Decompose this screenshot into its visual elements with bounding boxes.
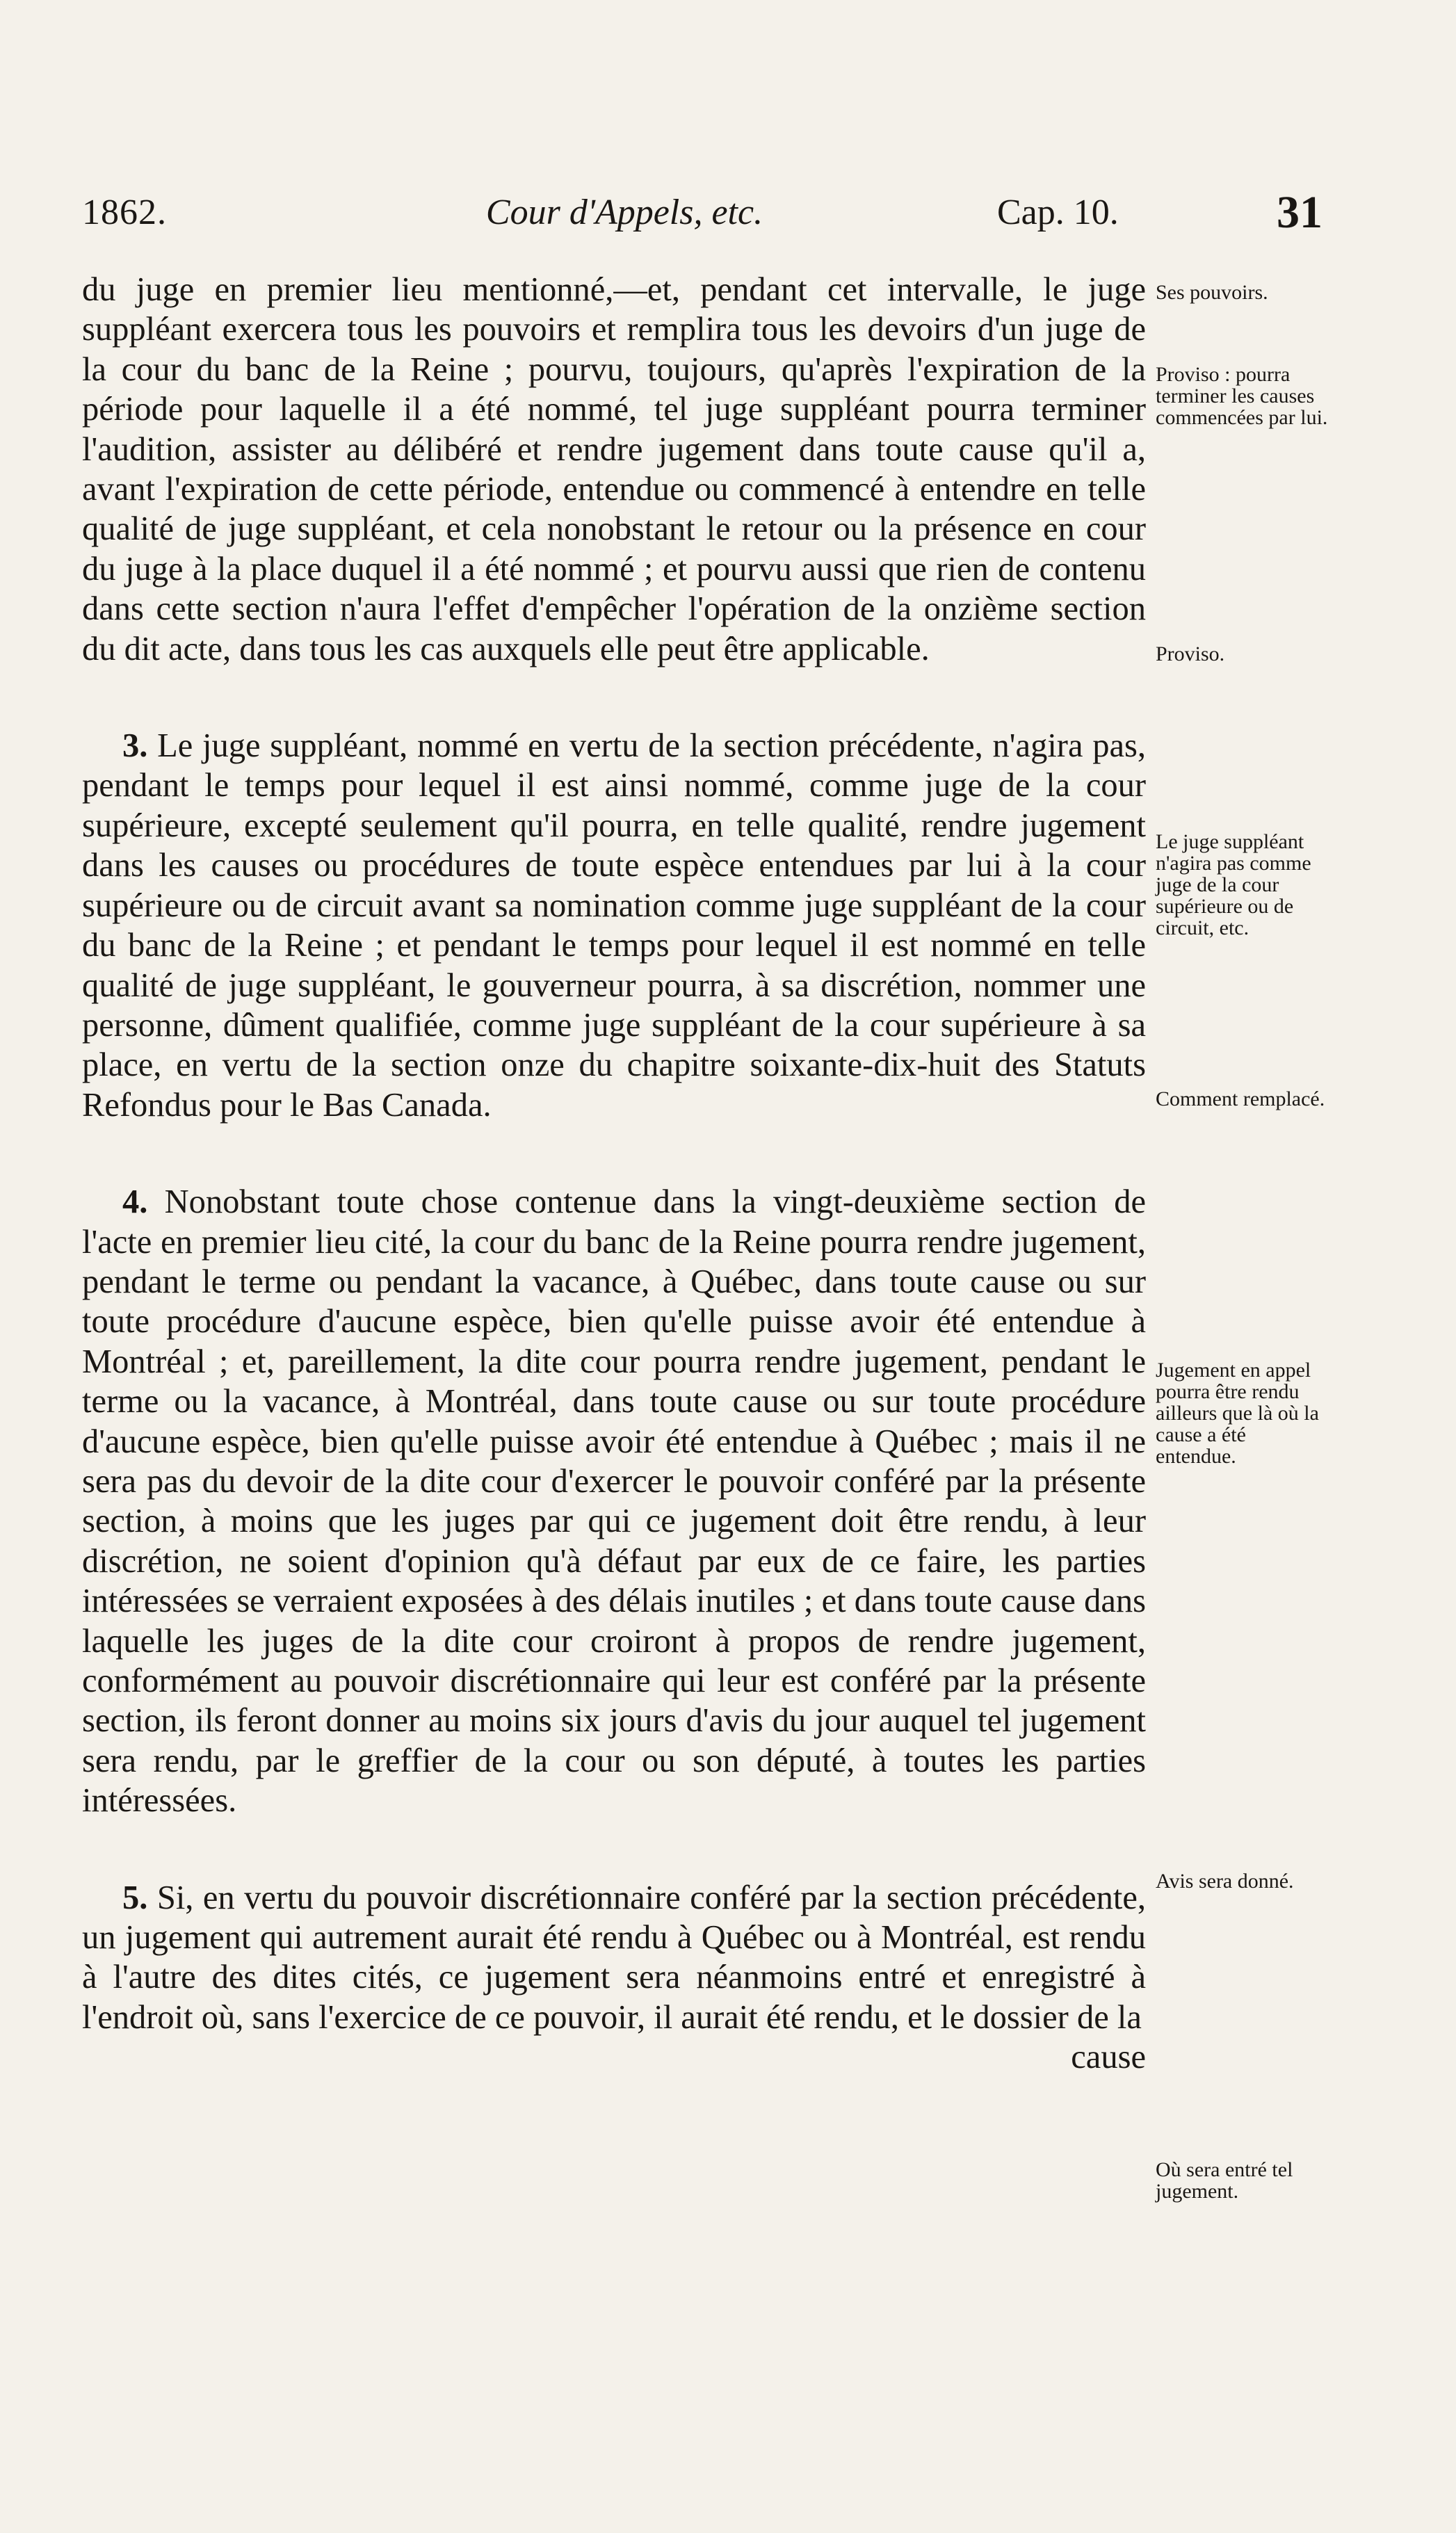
margin-note-proviso: Proviso. <box>1156 642 1225 665</box>
section-5-number: 5. <box>122 1879 148 1916</box>
margin-note-ses-pouvoirs: Ses pouvoirs. <box>1156 281 1268 304</box>
section-3 <box>82 726 1146 1125</box>
section-4-text: Nonobstant toute chose contenue dans la vingt-deuxième section de l'acte en premier lieu cité, la cour du banc de la Reine pourra rendre jugement, pendant le terme ou pendant la vacance, à Québec, dans toute cause ou sur toute procédure d'aucune espèce, bien qu'elle puisse avoir été entendue à Montréal ; et, pareillement, la dite cour pourra rendre jugement, pendant le terme ou la vacance, à Montréal, dans toute cause ou sur toute procédure d'aucune espèce, bien qu'elle puisse avoir été entendue à Québec ; mais il ne sera pas du devoir de la dite cour d'exercer le pouvoir conféré par la présente section, à moins que les juges par qui ce jugement doit être rendu, à leur discrétion, ne soient d'opinion qu'à défaut par eux de ce faire, les parties intéressées se verraient exposées à des délais inutiles ; et dans toute cause dans laquelle les juges de la dite cour croiront à propos de rendre jugement, conformément au pouvoir discrétionnaire qui leur est conféré par la présente section, ils feront donner au moins six jours d'avis du jour auquel tel jugement sera rendu, par le greffier de la cour ou son député, à toutes les parties intéressées. <box>82 1183 1146 1820</box>
margin-note-ou-sera-entre: Où sera entré tel jugement. <box>1156 2158 1293 2203</box>
header-chapter: Cap. 10. <box>997 193 1119 232</box>
section-4-number: 4. <box>122 1183 148 1221</box>
main-text-column <box>82 270 1146 2078</box>
paragraph-continued: du juge en premier lieu mentionné,—et, pendant cet intervalle, le juge suppléant exercera tous les pouvoirs et remplira tous les devoirs d'un juge de la cour du banc de la Reine ; pourvu, toujours, qu'après l'expiration de la période pour laquelle il a été nommé, tel juge suppléant pourra terminer l'audition, assister au délibéré et rendre jugement dans toute cause qu'il a, avant l'expiration de cette période, entendue ou commencé à entendre en telle qualité de juge suppléant, et cela nonobstant le retour ou la présence en cour du juge à la place duquel il a été nommé ; et pourvu aussi que rien de contenu dans cette section n'aura l'effet d'empêcher l'opération de la onzième section du dit acte, dans tous les cas auxquels elle peut être applicable. <box>82 271 1146 667</box>
margin-note-comment-remplace: Comment remplacé. <box>1156 1087 1325 1110</box>
header-year: 1862. <box>82 193 167 232</box>
margin-note-juge-suppleant: Le juge suppléant n'agira pas comme juge de la cour supérieure ou de circuit, etc. <box>1156 830 1311 939</box>
section-5-text: Si, en vertu du pouvoir discrétionnaire conféré par la section précédente, un jugement qui autrement aurait été rendu à Québec ou à Montréal, est rendu à l'autre des dites cités, ce jugement sera néanmoins entré et enregistré à l'endroit où, sans l'exercice de ce pouvoir, il aurait été rendu, et le dossier de la <box>82 1879 1146 2036</box>
section-3-text: Le juge suppléant, nommé en vertu de la section précédente, n'agira pas, pendant le temps pour lequel il est ainsi nommé, comme juge de la cour supérieure, excepté seulement qu'il pourra, en telle qualité, rendre jugement dans les causes ou procédures de toute espèce entendues par lui à la cour supérieure ou de circuit avant sa nomination comme juge suppléant de la cour du banc de la Reine ; et pendant le temps pour lequel il est nommé en telle qualité de juge suppléant, le gouverneur pourra, à sa discrétion, nommer une personne, dûment qualifiée, comme juge suppléant de la cour supérieure à sa place, en vertu de la section onze du chapitre soixante-dix-huit des Statuts Refondus pour le Bas Canada. <box>82 727 1147 1124</box>
catchword: cause <box>1071 2039 1146 2076</box>
header-title: Cour d'Appels, etc. <box>485 193 763 232</box>
margin-note-avis-sera-donne: Avis sera donné. <box>1156 1870 1294 1893</box>
section-4 <box>82 1182 1146 1821</box>
margin-note-proviso-terminer: Proviso : pourra terminer les causes commencées par lui. <box>1156 363 1328 429</box>
margin-note-jugement-en-appel: Jugement en appel pourra être rendu ailleurs que là où la cause a été entendue. <box>1156 1359 1319 1468</box>
running-header <box>82 188 1354 243</box>
page-number: 31 <box>1277 187 1322 238</box>
section-5 <box>82 1878 1146 2038</box>
section-3-number: 3. <box>122 727 148 765</box>
